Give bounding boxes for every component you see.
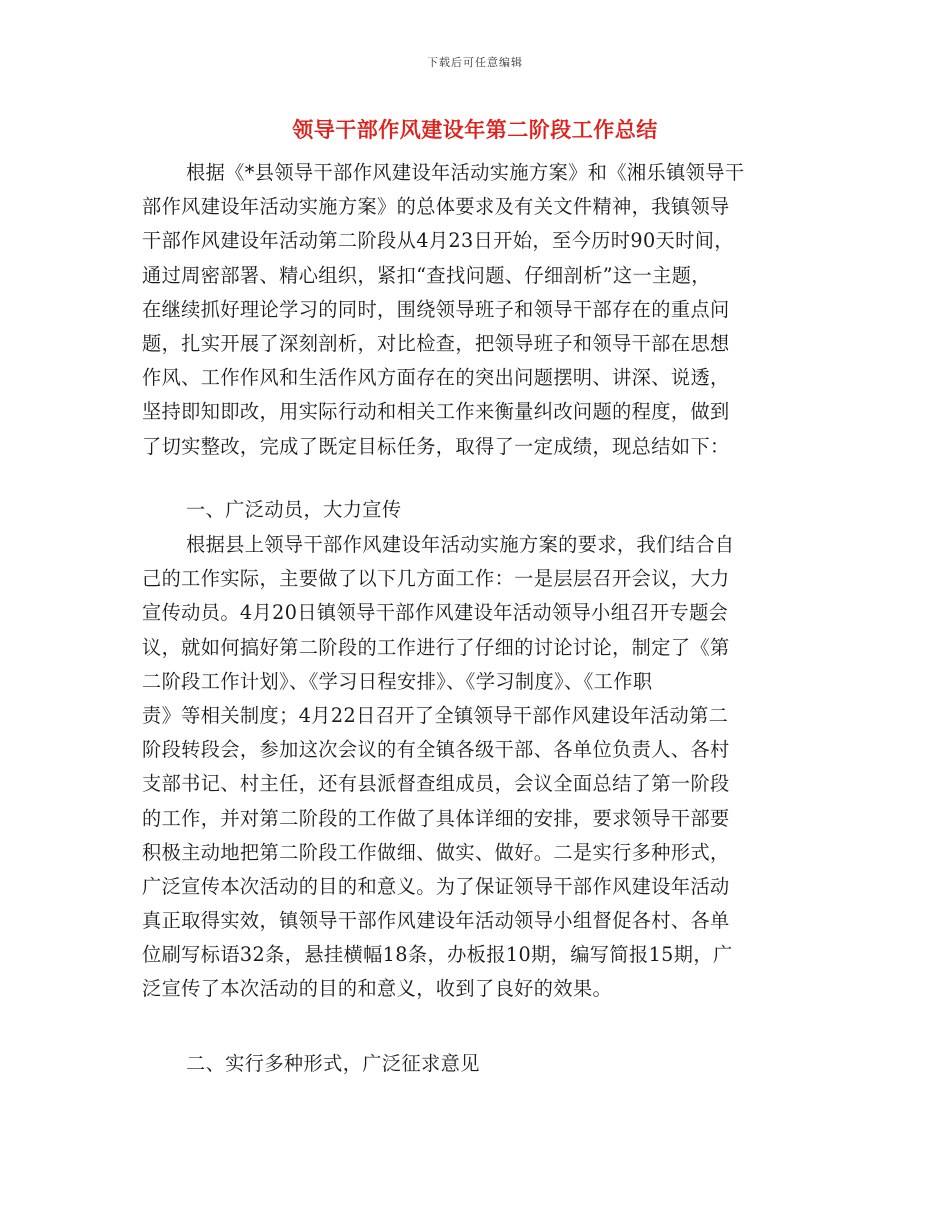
paragraph-line: 支部书记、村主任，还有县派督查组成员，会议全面总结了第一阶段 (142, 772, 730, 796)
paragraph-line: 作风、工作作风和生活作风方面存在的突出问题摆明、讲深、说透， (142, 366, 730, 390)
paragraph-line: 根据县上领导干部作风建设年活动实施方案的要求，我们结合自 (186, 533, 735, 556)
paragraph-line: 根据《*县领导干部作风建设年活动实施方案》和《湘乐镇领导干 (186, 161, 745, 184)
paragraph-line: 积极主动地把第二阶段工作做细、做实、做好。二是实行多种形式， (142, 840, 730, 864)
paragraph-line: 了切实整改，完成了既定目标任务，取得了一定成绩，现总结如下： (142, 434, 730, 458)
paragraph-line: 坚持即知即改，用实际行动和相关工作来衡量纠改问题的程度，做到 (142, 400, 730, 424)
paragraph-line: 题，扎实开展了深刻剖析，对比检查，把领导班子和领导干部在思想 (142, 331, 730, 355)
paragraph-line: 通过周密部署、精心组织，紧扣“查找问题、仔细剖析”这一主题， (142, 263, 711, 287)
section-heading-text: 二、实行多种形式，广泛征求意见 (186, 1052, 480, 1075)
header-note: 下载后可任意编辑 (427, 56, 523, 69)
document-title: 领导干部作风建设年第二阶段工作总结 (292, 117, 658, 142)
paragraph-line: 部作风建设年活动实施方案》的总体要求及有关文件精神，我镇领导 (142, 195, 730, 219)
section-heading-1 (142, 493, 810, 527)
paragraph-line: 阶段转段会，参加这次会议的有全镇各级干部、各单位负责人、各村 (142, 738, 730, 762)
paragraph-line: 的工作，并对第二阶段的工作做了具体详细的安排，要求领导干部要 (142, 806, 730, 830)
paragraph-line: 责》等相关制度；4月22日召开了全镇领导干部作风建设年活动第二 (142, 703, 729, 727)
paragraph-line: 位刷写标语32条，悬挂横幅18条，办板报10期，编写简报15期，广 (142, 943, 733, 967)
paragraph-line: 泛宣传了本次活动的目的和意义，收到了良好的效果。 (142, 977, 613, 1001)
section-heading-2 (142, 1047, 810, 1081)
section-heading-text: 一、广泛动员，大力宣传 (186, 498, 402, 521)
paragraph-line: 真正取得实效，镇领导干部作风建设年活动领导小组督促各村、各单 (142, 909, 730, 933)
paragraph-line: 干部作风建设年活动第二阶段从4月23日开始，至今历时90天时间， (142, 229, 734, 253)
paragraph-line: 议，就如何搞好第二阶段的工作进行了仔细的讨论讨论，制定了《第 (142, 635, 730, 659)
paragraph-line: 宣传动员。4月20日镇领导干部作风建设年活动领导小组召开专题会 (142, 601, 729, 625)
paragraph-line: 在继续抓好理论学习的同时，围绕领导班子和领导干部存在的重点问 (142, 297, 730, 321)
paragraph-line: 己的工作实际，主要做了以下几方面工作：一是层层召开会议，大力 (142, 567, 730, 591)
paragraph-line: 广泛宣传本次活动的目的和意义。为了保证领导干部作风建设年活动 (142, 874, 730, 898)
paragraph-line: 二阶段工作计划》、《学习日程安排》、《学习制度》、《工作职 (142, 669, 653, 693)
paragraph-intro (142, 156, 810, 464)
paragraph-section-1 (142, 528, 810, 1007)
